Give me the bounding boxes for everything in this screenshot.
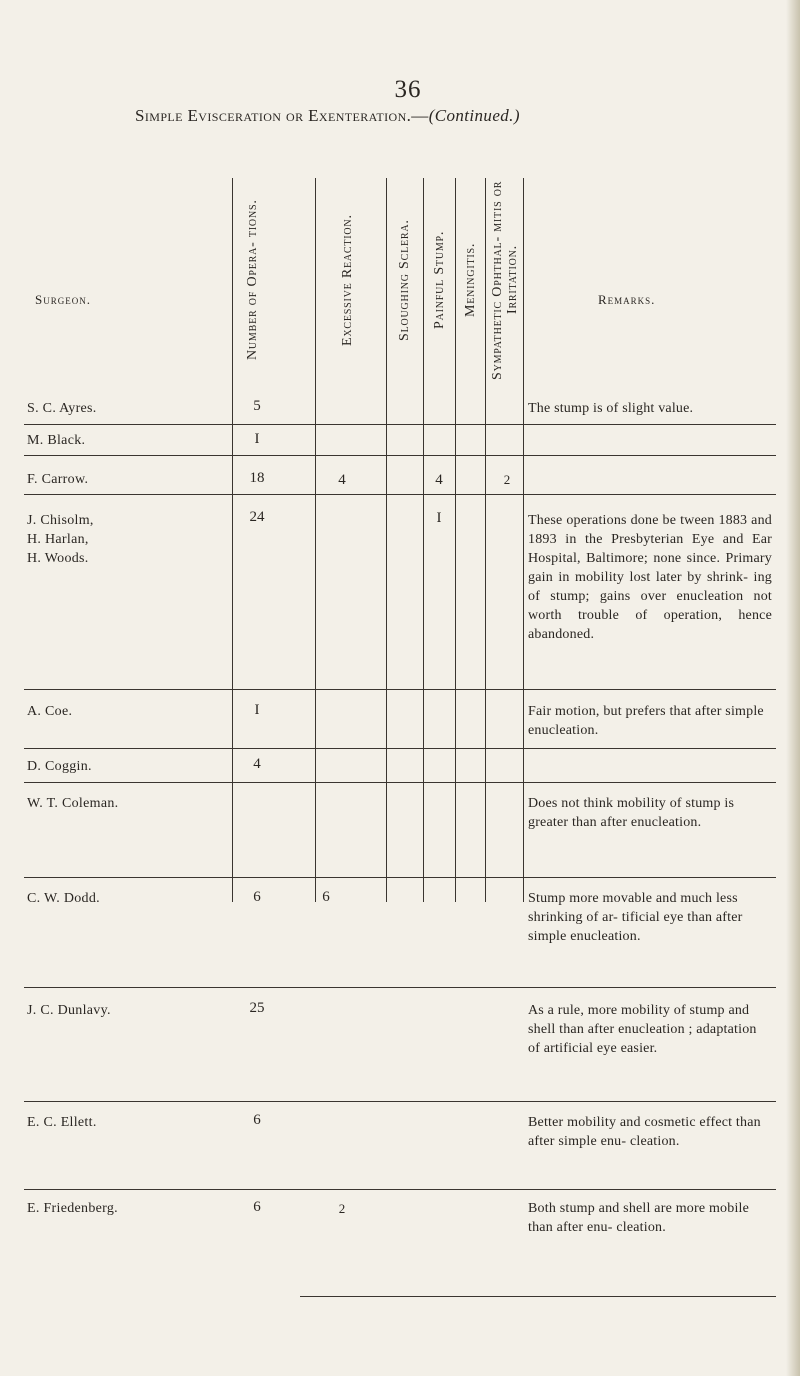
operations-count: I <box>254 702 260 718</box>
surgeon-name: J. C. Dunlavy. <box>27 1003 111 1018</box>
sympathetic-count: 2 <box>503 472 511 487</box>
remarks-text: Does not think mobility of stump is greater than after enucleation. <box>528 796 735 830</box>
header-surgeon: Surgeon. <box>35 292 91 307</box>
operations-count: 25 <box>249 1000 265 1016</box>
column-rule-2 <box>315 178 316 902</box>
page-title <box>135 106 735 126</box>
surgeon-name: A. Coe. <box>27 704 73 719</box>
row-rule <box>24 1189 776 1190</box>
title-continued: (Continued.) <box>428 106 520 125</box>
title-main: Simple Evisceration or Exenteration.— <box>135 106 429 125</box>
row-rule <box>24 1101 776 1102</box>
remarks-text: Both stump and shell are more mobile than after enu- cleation. <box>528 1201 750 1235</box>
row-rule <box>24 424 776 425</box>
painful-stump-count: 4 <box>435 472 443 488</box>
header-remarks: Remarks. <box>598 292 656 307</box>
row-rule <box>24 455 776 456</box>
column-rule-3 <box>386 178 387 902</box>
header-operations: Number of Opera- tions. <box>245 199 260 361</box>
remarks-text: As a rule, more mobility of stump and shell than after enucleation ; adaptation of artificial eye easier. <box>528 1003 757 1056</box>
surgeon-name: S. C. Ayres. <box>27 401 97 416</box>
surgeon-name: J. Chisolm, H. Harlan, H. Woods. <box>27 513 94 566</box>
operations-count: I <box>254 431 260 447</box>
row-rule <box>24 987 776 988</box>
operations-count: 6 <box>253 1112 261 1128</box>
header-sloughing-sclera: Sloughing Sclera. <box>397 219 412 341</box>
remarks-text: These operations done be tween 1883 and 1893 in the Presbyterian Eye and Ear Hospital, Baltimore; none since. Primary gain in mobility lost later by shrink- ing of stump; gains over enucleation not worth trouble of operation, hence abandoned. <box>528 513 772 642</box>
surgeon-name: D. Coggin. <box>27 759 92 774</box>
row-rule <box>24 782 776 783</box>
remarks-text: The stump is of slight value. <box>528 401 694 416</box>
row-rule <box>24 748 776 749</box>
surgeon-name: F. Carrow. <box>27 472 89 487</box>
header-painful-stump: Painful Stump. <box>432 230 447 330</box>
painful-stump-count: I <box>436 510 442 526</box>
operations-count: 6 <box>253 1199 261 1215</box>
surgeon-name: M. Black. <box>27 433 86 448</box>
operations-count: 6 <box>253 889 261 905</box>
operations-count: 4 <box>253 756 261 772</box>
surgeon-name: E. C. Ellett. <box>27 1115 97 1130</box>
column-rule-4 <box>423 178 424 902</box>
column-rule-5 <box>455 178 456 902</box>
remarks-text: Fair motion, but prefers that after simple enucleation. <box>528 704 764 738</box>
surgeon-name: W. T. Coleman. <box>27 796 119 811</box>
operations-count: 5 <box>253 398 261 414</box>
remarks-text: Better mobility and cosmetic effect than after simple enu- cleation. <box>528 1115 761 1149</box>
row-rule <box>24 494 776 495</box>
surgeon-name: E. Friedenberg. <box>27 1201 118 1216</box>
excessive-reaction-count: 6 <box>322 889 330 905</box>
row-rule <box>24 689 776 690</box>
column-rule-1 <box>232 178 233 902</box>
column-rule-6 <box>485 178 486 902</box>
header-excessive-reaction: Excessive Reaction. <box>340 214 355 346</box>
operations-count: 24 <box>249 509 265 525</box>
surgeon-name: C. W. Dodd. <box>27 891 100 906</box>
excessive-reaction-count: 2 <box>338 1201 346 1216</box>
page-edge-shadow <box>786 0 800 1376</box>
excessive-reaction-count: 4 <box>338 472 346 488</box>
header-meningitis: Meningitis. <box>463 242 478 318</box>
header-sympathetic-ophthalmitis: Sympathetic Ophthal- mitis or Irritation. <box>490 180 520 380</box>
page-number: 36 <box>394 76 422 103</box>
table-bottom-rule <box>300 1296 776 1297</box>
remarks-text: Stump more movable and much less shrinking of ar- tificial eye than after simple enucleation. <box>528 891 743 944</box>
operations-count: 18 <box>249 470 265 486</box>
row-rule <box>24 877 776 878</box>
